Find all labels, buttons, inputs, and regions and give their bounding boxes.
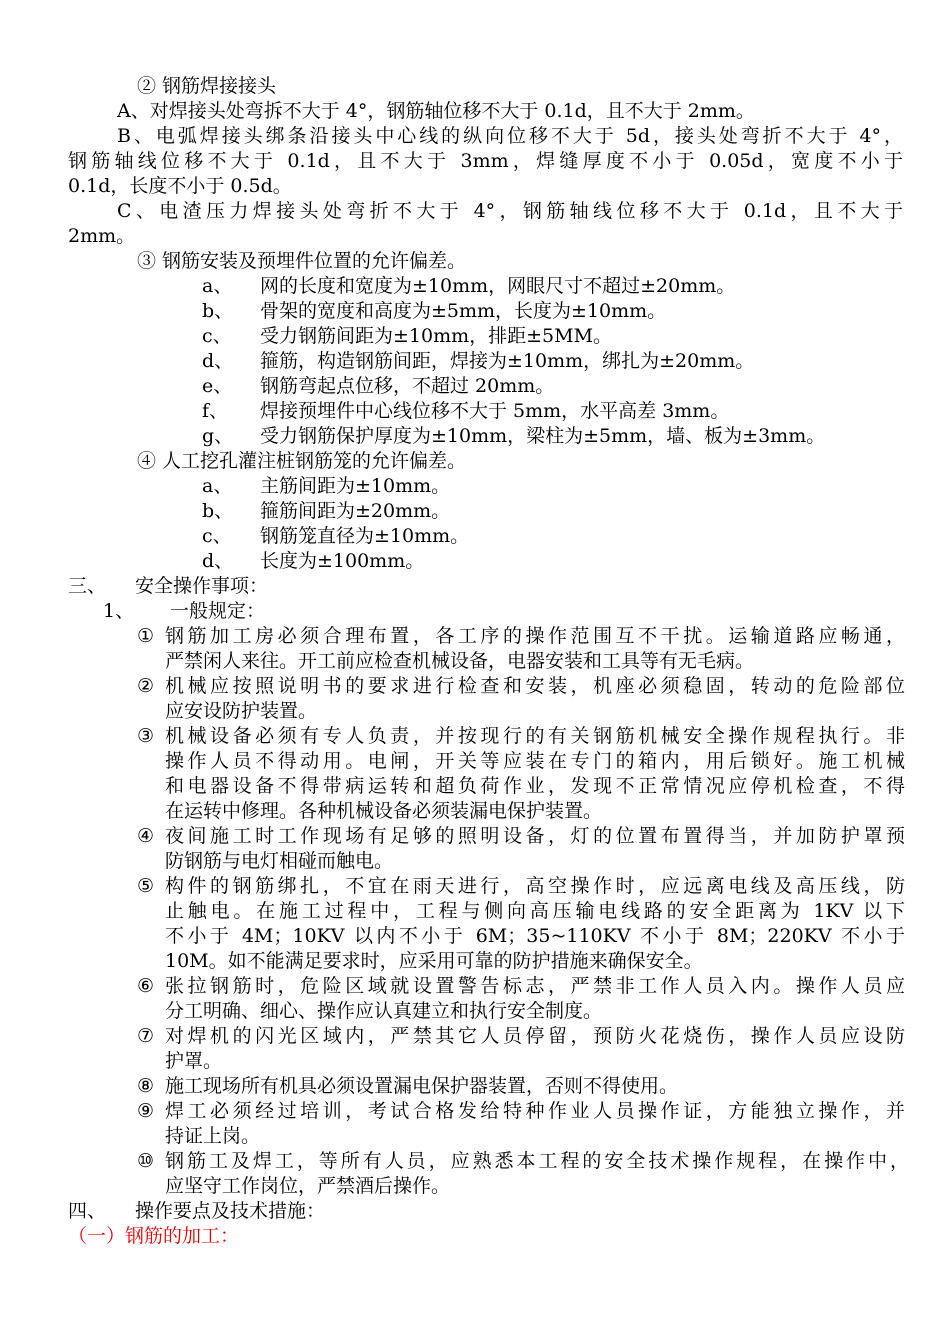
weld-heading: ② 钢筋焊接接头	[137, 75, 277, 97]
rule-line: 机械设备必须有专人负责，并按现行的有关钢筋机械安全操作规程执行。非	[165, 725, 905, 747]
install-item: d、 箍筋，构造钢筋间距，焊接为±10mm，绑扎为±20mm。	[202, 350, 755, 372]
rule-line: 机械应按照说明书的要求进行检查和安装，机座必须稳固，转动的危险部位	[165, 675, 905, 697]
rule-line: 严禁闲人来往。开工前应检查机械设备，电器安装和工具等有无毛病。	[165, 650, 755, 672]
install-item: b、 骨架的宽度和高度为±5mm，长度为±10mm。	[202, 300, 667, 322]
rule-line: 10M。如不能满足要求时，应采用可靠的防护措施来确保安全。	[165, 950, 703, 972]
rule-line: 分工明确、细心、操作应认真建立和执行安全制度。	[165, 1000, 603, 1022]
rule-line: 钢筋工及焊工，等所有人员，应熟悉本工程的安全技术操作规程，在操作中，	[165, 1150, 909, 1172]
weld-item-a: A、对焊接头处弯拆不大于 4°，钢筋轴位移不大于 0.1d，且不大于 2mm。	[117, 100, 755, 122]
rule-number: ①	[137, 625, 155, 647]
pile-item: d、 长度为±100mm。	[202, 550, 425, 572]
weld-item-b-line1: B、电弧焊接头绑条沿接头中心线的纵向位移不大于 5d，接头处弯折不大于 4°，	[117, 125, 903, 147]
install-item: e、 钢筋弯起点位移，不超过 20mm。	[202, 375, 555, 397]
rule-line: 持证上岗。	[165, 1125, 261, 1147]
install-item: a、 网的长度和宽度为±10mm，网眼尺寸不超过±20mm。	[202, 275, 736, 297]
section3-heading: 三、 安全操作事项：	[68, 575, 269, 597]
rule-number: ⑨	[137, 1100, 155, 1122]
pile-item: c、 钢筋笼直径为±10mm。	[202, 525, 470, 547]
rule-line: 张拉钢筋时，危险区域就设置警告标志，严禁非工作人员入内。操作人员应	[165, 975, 905, 997]
rule-line: 止触电。在施工过程中，工程与侧向高压输电线路的安全距离为 1KV 以下	[165, 900, 905, 922]
pile-item: b、 箍筋间距为±20mm。	[202, 500, 451, 522]
install-item: c、 受力钢筋间距为±10mm，排距±5MM。	[202, 325, 613, 347]
section3-subheading: 1、 一般规定：	[103, 600, 266, 622]
rule-number: ⑥	[137, 975, 155, 997]
rule-line: 在运转中修理。各种机械设备必须装漏电保护装置。	[165, 800, 603, 822]
rule-line: 应坚守工作岗位，严禁酒后操作。	[165, 1175, 451, 1197]
rule-number: ③	[137, 725, 155, 747]
rule-line: 不小于 4M；10KV 以内不小于 6M；35~110KV 不小于 8M；220KV 不小于	[165, 925, 905, 947]
rule-line: 钢筋加工房必须合理布置，各工序的操作范围互不干扰。运输道路应畅通，	[165, 625, 905, 647]
rule-line: 夜间施工时工作现场有足够的照明设备，灯的位置布置得当，并加防护罩预	[165, 825, 905, 847]
rule-line: 焊工必须经过培训，考试合格发给特种作业人员操作证，方能独立操作，并	[165, 1100, 905, 1122]
section4-subheading: （一）钢筋的加工：	[68, 1225, 240, 1247]
rule-number: ⑩	[137, 1150, 155, 1172]
weld-item-b-line2: 钢筋轴线位移不大于 0.1d，且不大于 3mm，焊缝厚度不小于 0.05d，宽度不小于	[68, 150, 903, 172]
weld-item-c-line1: C、电渣压力焊接头处弯折不大于 4°，钢筋轴线位移不大于 0.1d，且不大于	[117, 200, 903, 222]
rule-number: ②	[137, 675, 155, 697]
install-item: f、 焊接预埋件中心线位移不大于 5mm，水平高差 3mm。	[202, 400, 730, 422]
weld-item-c-line2: 2mm。	[68, 225, 136, 247]
pile-heading: ④ 人工挖孔灌注桩钢筋笼的允许偏差。	[137, 450, 467, 472]
rule-line: 护罩。	[165, 1050, 223, 1072]
rule-number: ⑤	[137, 875, 155, 897]
rule-line: 施工现场所有机具必须设置漏电保护器装置，否则不得使用。	[165, 1075, 679, 1097]
rule-line: 对焊机的闪光区域内，严禁其它人员停留，预防火花烧伤，操作人员应设防	[165, 1025, 905, 1047]
rule-number: ⑦	[137, 1025, 155, 1047]
rule-line: 防钢筋与电灯相碰而触电。	[165, 850, 394, 872]
rule-line: 构件的钢筋绑扎，不宜在雨天进行，高空操作时，应远离电线及高压线，防	[165, 875, 905, 897]
weld-item-b-line3: 0.1d，长度不小于 0.5d。	[68, 175, 292, 197]
rule-number: ④	[137, 825, 155, 847]
rule-line: 应安设防护装置。	[165, 700, 318, 722]
rule-line: 和电器设备不得带病运转和超负荷作业，发现不正常情况应停机检查，不得	[165, 775, 905, 797]
section4-heading: 四、 操作要点及技术措施：	[68, 1200, 326, 1222]
install-item: g、 受力钢筋保护厚度为±10mm，梁柱为±5mm，墙、板为±3mm。	[202, 425, 826, 447]
rule-number: ⑧	[137, 1075, 155, 1097]
rule-line: 操作人员不得动用。电闸，开关等应装在专门的箱内，用后锁好。施工机械	[165, 750, 905, 772]
install-heading: ③ 钢筋安装及预埋件位置的允许偏差。	[137, 250, 467, 272]
pile-item: a、 主筋间距为±10mm。	[202, 475, 451, 497]
